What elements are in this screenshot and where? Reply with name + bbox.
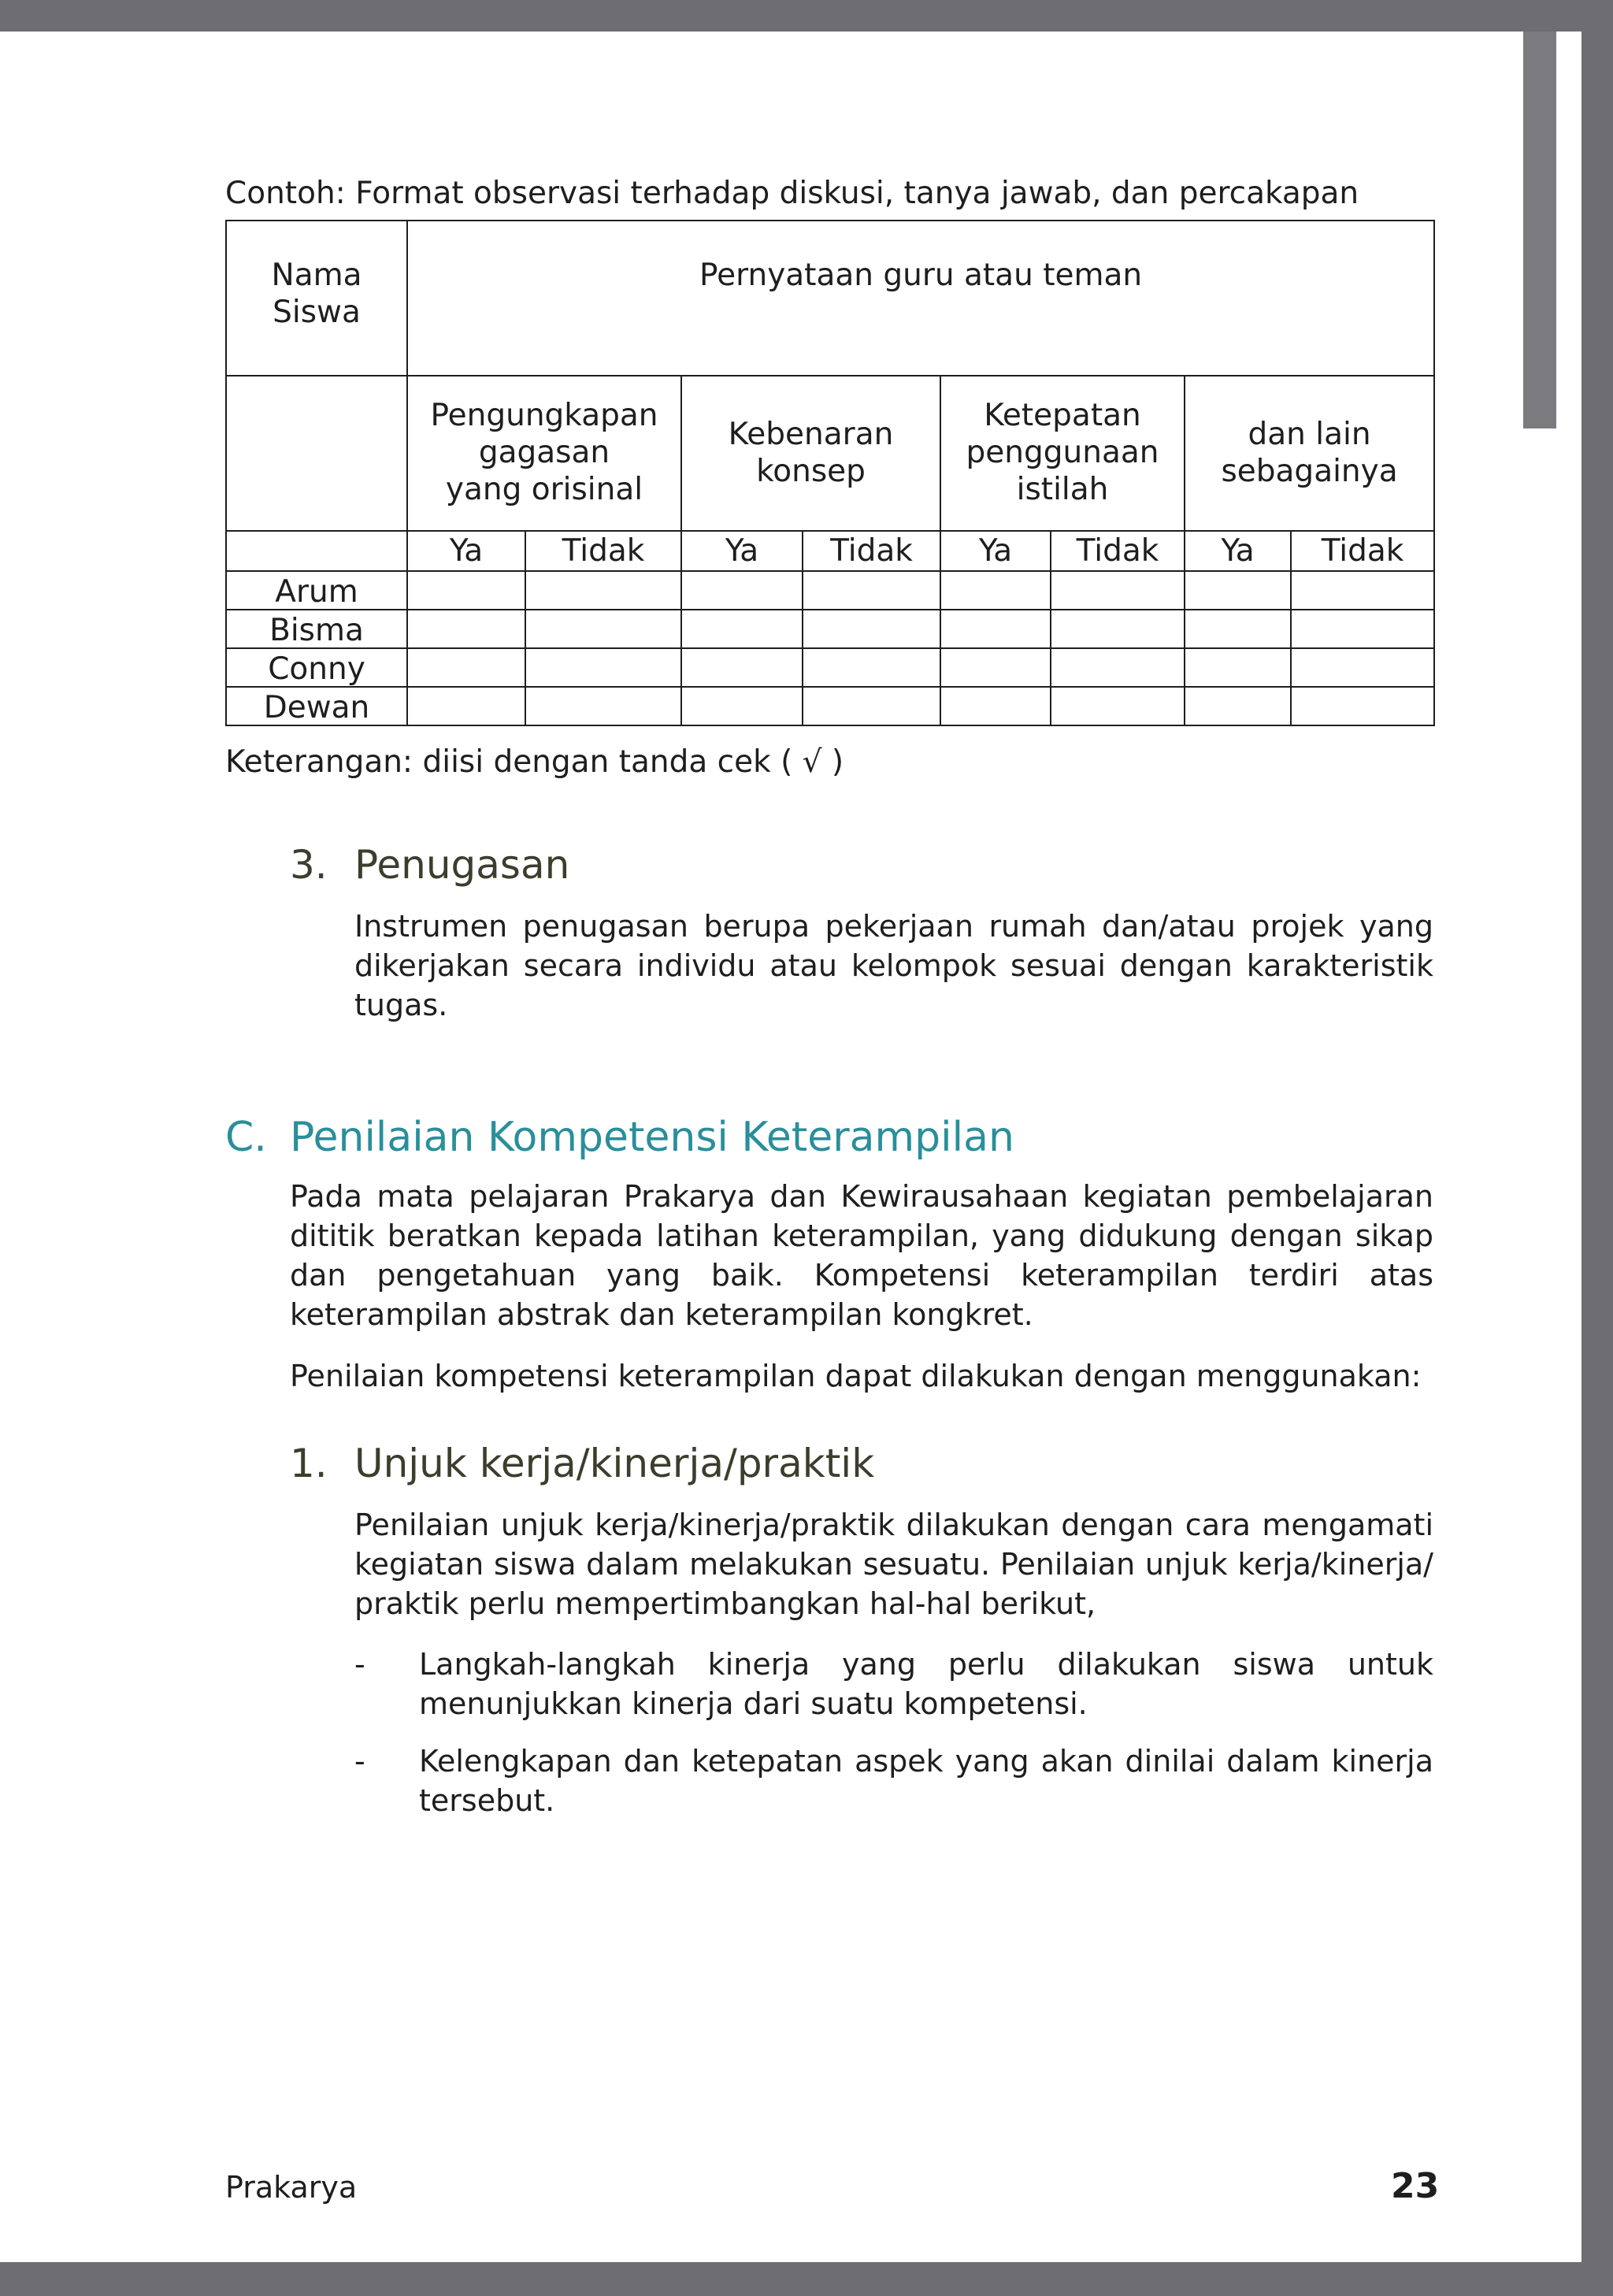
table-caption: Contoh: Format observasi terhadap diskusi, tanya jawab, dan percakapan	[225, 176, 1359, 211]
observation-table	[225, 220, 1435, 726]
no-label: Tidak	[1291, 531, 1434, 571]
paragraph: Instrumen penugasan berupa pekerjaan rumah dan/atau projek yang dikerjakan secara individu atau kelompok sesuai dengan karakteristik tugas.	[354, 909, 1433, 1022]
scrollbar-thumb[interactable]	[1523, 32, 1556, 428]
student-name: Dewan	[226, 687, 407, 725]
aspect-others: dan lain sebagainya	[1185, 376, 1434, 531]
table-row	[226, 687, 1434, 725]
yes-label: Ya	[681, 531, 803, 571]
bullet-marker: -	[354, 1647, 365, 1682]
no-label: Tidak	[803, 531, 940, 571]
page-number: 23	[1391, 2166, 1440, 2206]
section-heading: Penilaian Kompetensi Keterampilan	[290, 1114, 1014, 1161]
table-row	[226, 571, 1434, 610]
list-item: Langkah-langkah kinerja yang perlu dilakukan siswa untuk menunjukkan kinerja dari suatu kompetensi.	[419, 1647, 1433, 1721]
yes-no-header-row	[226, 531, 1434, 571]
section-number: 1.	[290, 1441, 328, 1486]
section-heading: Unjuk kerja/kinerja/praktik	[354, 1441, 875, 1486]
no-label: Tidak	[1051, 531, 1185, 571]
aspect-concept-correctness: Kebenaran konsep	[681, 376, 940, 531]
yes-label: Ya	[940, 531, 1051, 571]
no-label: Tidak	[525, 531, 681, 571]
header-statement: Pernyataan guru atau teman	[407, 221, 1434, 376]
paragraph: Pada mata pelajaran Prakarya dan Kewirausahaan kegiatan pembelajaran dititik beratkan kepada latihan keterampilan, yang didukung dengan sikap dan pengetahuan yang baik. Kompetensi keterampilan terdiri atas keterampilan abstrak dan keterampilan kongkret.	[290, 1179, 1433, 1332]
aspect-term-accuracy: Ketepatan penggunaan istilah	[940, 376, 1185, 531]
table-row	[226, 610, 1434, 648]
section-heading: Penugasan	[354, 842, 570, 888]
header-blank-cell	[226, 376, 407, 531]
paragraph: Penilaian kompetensi keterampilan dapat dilakukan dengan menggunakan:	[290, 1359, 1422, 1393]
student-name: Bisma	[226, 610, 407, 648]
table-note: Keterangan: diisi dengan tanda cek ( √ )	[225, 744, 844, 780]
section-letter: C.	[225, 1114, 267, 1161]
yes-label: Ya	[1185, 531, 1291, 571]
section-number: 3.	[290, 842, 328, 888]
footer-book-title: Prakarya	[225, 2170, 358, 2205]
aspect-original-idea: Pengungkapan gagasan yang orisinal	[407, 376, 681, 531]
list-item: Kelengkapan dan ketepatan aspek yang akan dinilai dalam kinerja tersebut.	[419, 1744, 1433, 1818]
header-student-name: Nama Siswa	[226, 221, 407, 376]
bullet-marker: -	[354, 1744, 365, 1779]
student-name: Arum	[226, 571, 407, 610]
paragraph: Penilaian unjuk kerja/kinerja/praktik dilakukan dengan cara mengamati kegiatan siswa dalam melakukan sesuatu. Penilaian unjuk kerja/kinerja/ praktik perlu mempertimbangkan hal-hal berikut,	[354, 1508, 1433, 1621]
table-row	[226, 648, 1434, 687]
yes-label: Ya	[407, 531, 525, 571]
student-name: Conny	[226, 648, 407, 687]
